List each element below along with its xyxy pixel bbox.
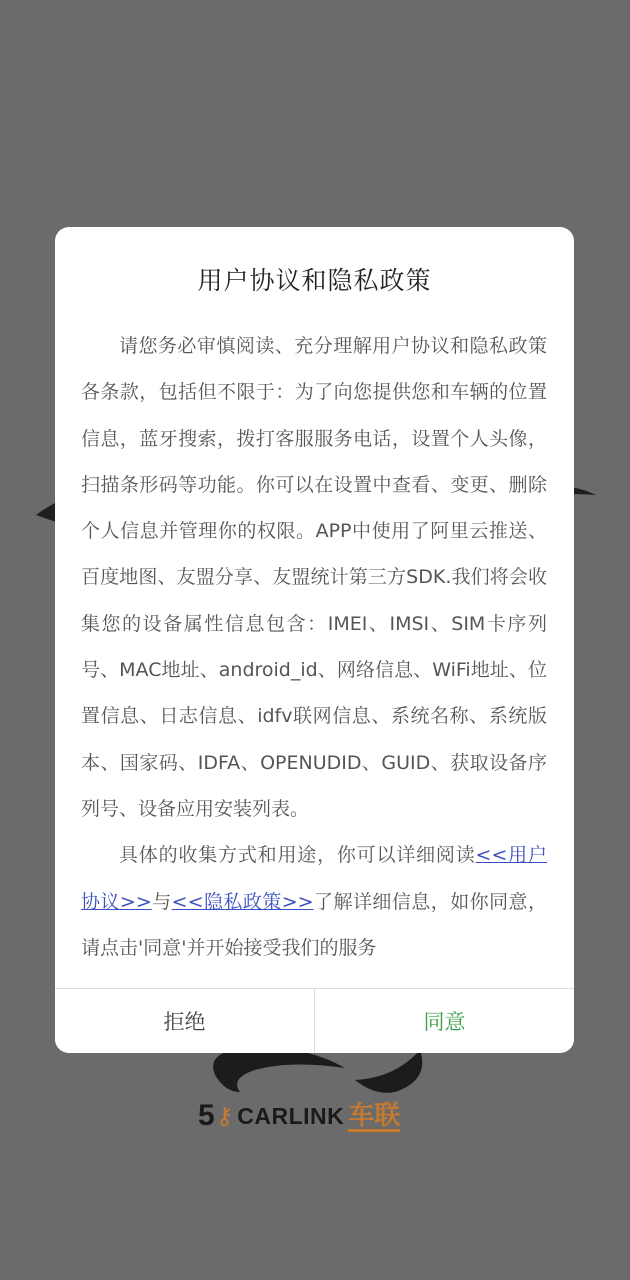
carlink-brand-wordmark <box>198 1098 400 1134</box>
agreement-paragraph-1: 请您务必审慎阅读、充分理解用户协议和隐私政策各条款，包括但不限于：为了向您提供您和车辆的位置信息，蓝牙搜索，拨打客服服务电话，设置个人头像，扫描条形码等功能。你可以在设置中查看、变更、删除个人信息并管理你的权限。APP中使用了阿里云推送、百度地图、友盟分享、友盟统计第三方SDK.我们将会收集您的设备属性信息包含：IMEI、IMSI、SIM卡序列号、MAC地址、android_id、网络信息、WiFi地址、位置信息、日志信息、idfv联网信息、系统名称、系统版本、国家码、IDFA、OPENUDID、GUID、获取设备序列号、设备应用安装列表。 <box>81 335 547 820</box>
paragraph-2-connector: 与 <box>151 890 172 913</box>
brand-number: 5 <box>198 1099 215 1132</box>
agree-button[interactable]: 同意 <box>315 989 574 1053</box>
dialog-title: 用户协议和隐私政策 <box>197 266 432 295</box>
privacy-agreement-dialog <box>55 227 574 1053</box>
paragraph-2-suffix: 了解详细信息，如你同意，请点击'同意'并开始接受我们的服务 <box>81 890 547 959</box>
key-icon: ⚷ <box>215 1102 234 1130</box>
brand-name-chinese: 车联 <box>348 1099 401 1130</box>
brand-name: CARLINK <box>237 1102 345 1129</box>
refuse-button[interactable]: 拒绝 <box>55 989 315 1053</box>
dialog-footer <box>55 988 574 1053</box>
agreement-paragraph-2 <box>81 832 547 971</box>
dialog-body <box>81 323 547 971</box>
paragraph-2-prefix: 具体的收集方式和用途，你可以详细阅读 <box>119 844 476 867</box>
privacy-policy-link[interactable]: <<隐私政策>> <box>171 890 314 913</box>
user-agreement-link[interactable]: <<用户协议>> <box>81 844 547 913</box>
